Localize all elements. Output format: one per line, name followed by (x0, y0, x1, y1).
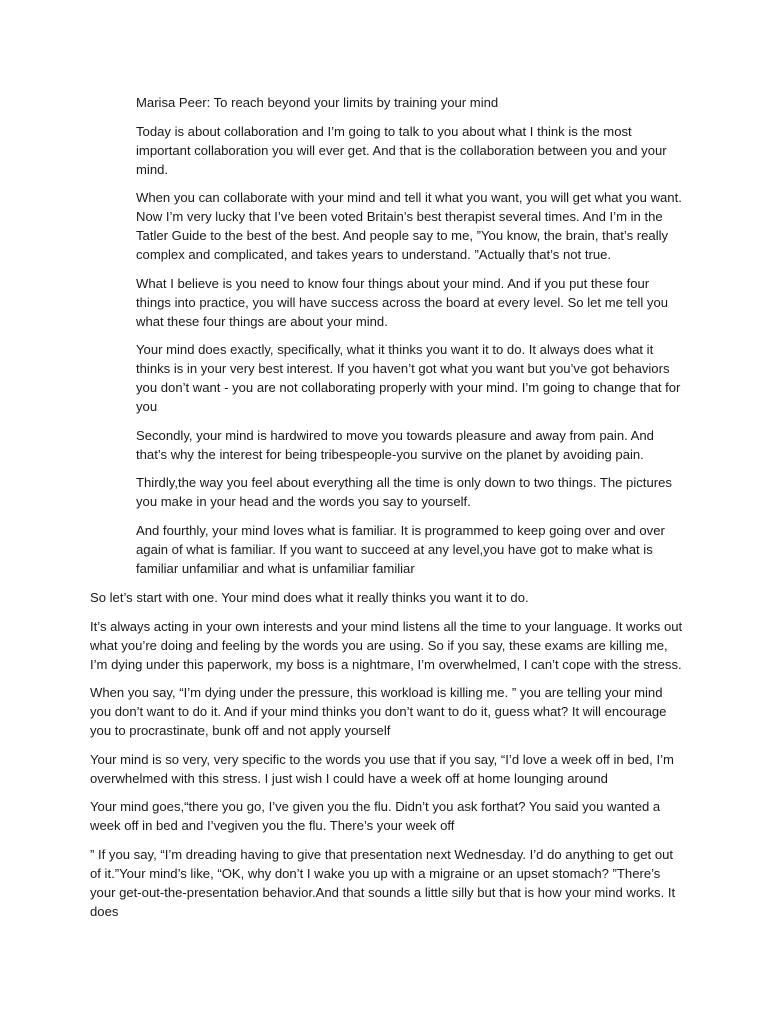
paragraph: What I believe is you need to know four things about your mind. And if you put these four things into practice, you will have success across the board at every level. So let me tell you what these four things are about your mind. (136, 275, 669, 329)
body-section (90, 588, 686, 930)
paragraph: Today is about collaboration and I’m going to talk to you about what I think is the most important collaboration you will ever get. And that is the collaboration between you and your mind. (136, 123, 667, 177)
paragraph: Your mind goes,“there you go, I’ve given you the flu. Didn’t you ask forthat? You said you wanted a week off in bed and I’vegiven you the flu. There’s your week off (90, 799, 661, 833)
paragraph: ” If you say, “I’m dreading having to give that presentation next Wednesday. I’d do anything to get out of it.”Your mind’s like, “OK, why don’t I wake you up with a migraine or an upset stomach? ”There’s your get-out-the-presentation behavior.And that sounds a little silly but that is how your mind works. It does (90, 846, 676, 919)
paragraph: Your mind does exactly, specifically, what it thinks you want it to do. It always does what it thinks is in your very best interest. If you haven’t got what you want but you’ve got behaviors you don’t want - you are not collaborating properly with your mind. I’m going to change that for you (136, 342, 681, 414)
paragraph: It’s always acting in your own interests and your mind listens all the time to your language. It works out what you’re doing and feeling by the words you are using. So if you say, these exams are killing me, I’m dying under this paperwork, my boss is a nightmare, I’m overwhelmed, I can’t cope with the stress. (90, 618, 683, 672)
paragraph: So let’s start with one. Your mind does what it really thinks you want it to do. (90, 590, 529, 605)
indented-section (136, 93, 684, 587)
document-title: Marisa Peer: To reach beyond your limits by training your mind (136, 95, 499, 110)
paragraph: And fourthly, your mind loves what is familiar. It is programmed to keep going over and over again of what is familiar. If you want to succeed at any level,you have got to make what is familiar unfamiliar and what is unfamiliar familiar (136, 522, 665, 576)
paragraph: Thirdly,the way you feel about everything all the time is only down to two things. The pictures you make in your head and the words you say to yourself. (136, 475, 672, 509)
paragraph: Secondly, your mind is hardwired to move you towards pleasure and away from pain. And that’s why the interest for being tribespeople-you survive on the planet by avoiding pain. (136, 427, 654, 462)
paragraph: When you say, “I’m dying under the pressure, this workload is killing me. ” you are telling your mind you don’t want to do it. And if your mind thinks you don’t want to do it, guess what? It will encourage you to procrastinate, bunk off and not apply yourself (90, 685, 667, 738)
paragraph: When you can collaborate with your mind and tell it what you want, you will get what you want. Now I’m very lucky that I’ve been voted Britain’s best therapist several times. And I’m in the Tatler Guide to the best of the best. And people say to me, ”You know, the brain, that’s really complex and complicated, and takes years to understand. ”Actually that’s not true. (136, 190, 682, 262)
paragraph: Your mind is so very, very specific to the words you use that if you say, “I’d love a week off in bed, I’m overwhelmed with this stress. I just wish I could have a week off at home lounging around (90, 751, 674, 786)
